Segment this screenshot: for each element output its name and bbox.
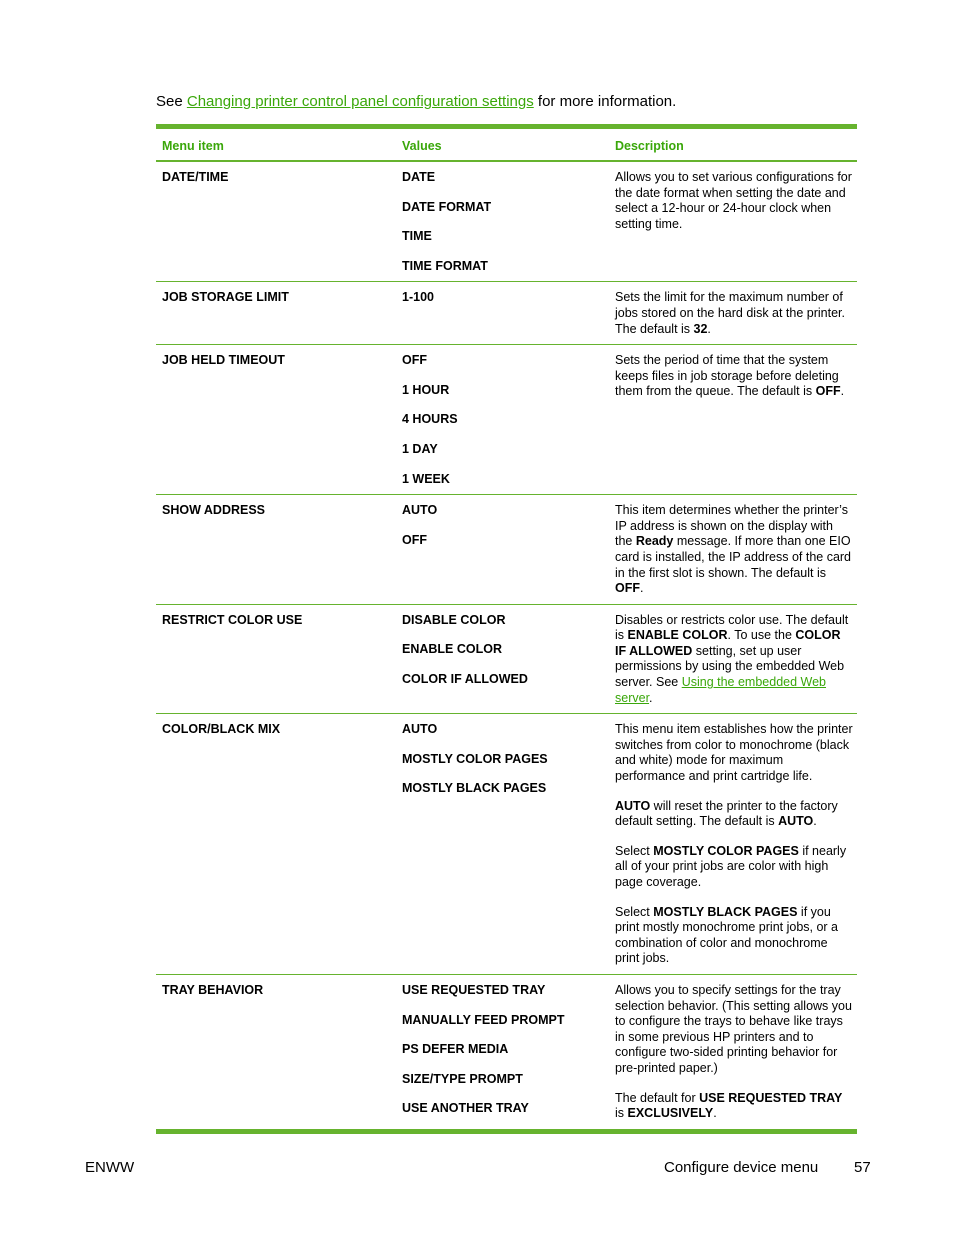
description-paragraph bbox=[615, 905, 853, 967]
bold-term: 32 bbox=[693, 321, 708, 336]
menu-value: DATE bbox=[402, 170, 436, 184]
table-row bbox=[156, 974, 857, 1129]
menu-value: 4 HOURS bbox=[402, 412, 458, 427]
menu-value: 1 HOUR bbox=[402, 382, 450, 397]
description-text: Allows you to specify settings for the tray selection behavior. (This setting allows you to configure the trays to behave like trays in some previous HP printers and to configure two-sided printing behavior for pre-printed paper.) bbox=[615, 982, 852, 1075]
bold-term: MOSTLY BLACK PAGES bbox=[653, 904, 798, 919]
description-paragraph bbox=[615, 170, 853, 232]
description-text: if you print mostly monochrome print jobs, or a combination of color and monochrome print jobs. bbox=[615, 904, 839, 966]
values-cell bbox=[396, 170, 609, 274]
table-row bbox=[156, 281, 857, 344]
menu-value: OFF bbox=[402, 532, 427, 547]
description-text: The default for bbox=[615, 1090, 700, 1105]
menu-value: AUTO bbox=[402, 503, 438, 518]
description-text: Select bbox=[615, 843, 654, 858]
values-cell bbox=[396, 353, 609, 487]
menu-value: OFF bbox=[402, 353, 427, 368]
menu-value: USE REQUESTED TRAY bbox=[402, 982, 546, 997]
table-row bbox=[156, 713, 857, 974]
page-number: 57 bbox=[854, 1159, 871, 1176]
table-row bbox=[156, 604, 857, 714]
menu-item-name: JOB HELD TIMEOUT bbox=[162, 353, 285, 368]
description-text: message. If more than one EIO card is installed, the IP address of the card in the first slot is shown. The default is bbox=[615, 534, 852, 580]
menu-item-name: SHOW ADDRESS bbox=[162, 503, 266, 518]
description-text: . bbox=[649, 690, 653, 705]
bold-term: AUTO bbox=[778, 814, 814, 829]
table-header bbox=[156, 129, 857, 162]
menu-value: TIME FORMAT bbox=[402, 258, 488, 273]
description-text: . bbox=[813, 814, 817, 829]
description-text: is bbox=[615, 1106, 628, 1121]
menu-value: 1 WEEK bbox=[402, 471, 450, 486]
table-row bbox=[156, 344, 857, 494]
description-paragraph bbox=[615, 983, 853, 1077]
description-text: This menu item establishes how the printer switches from color to monochrome (black and white) mode for maximum performance and print cartridge life. bbox=[615, 722, 853, 784]
menu-value: MOSTLY BLACK PAGES bbox=[402, 781, 547, 796]
description-paragraph bbox=[615, 799, 853, 830]
menu-item-name: RESTRICT COLOR USE bbox=[162, 612, 303, 627]
menu-value: TIME bbox=[402, 229, 432, 244]
bold-term: ENABLE COLOR bbox=[627, 628, 728, 643]
description-paragraph bbox=[615, 353, 853, 400]
embedded-web-server-link[interactable]: Using the embedded Web server bbox=[615, 675, 827, 705]
values-cell bbox=[396, 290, 609, 337]
intro-sentence bbox=[156, 93, 676, 111]
table-row bbox=[156, 494, 857, 604]
intro-suffix: for more information. bbox=[533, 93, 677, 110]
description-text: . bbox=[640, 581, 644, 596]
menu-value: DISABLE COLOR bbox=[402, 612, 506, 627]
menu-value: PS DEFER MEDIA bbox=[402, 1042, 509, 1057]
intro-prefix: See bbox=[156, 93, 187, 110]
menu-value: ENABLE COLOR bbox=[402, 642, 502, 657]
bold-term: AUTO bbox=[615, 798, 651, 813]
description-cell bbox=[609, 722, 857, 967]
menu-table bbox=[156, 124, 857, 1134]
description-paragraph bbox=[615, 1091, 853, 1122]
menu-item-name: JOB STORAGE LIMIT bbox=[162, 290, 289, 305]
header-description: Description bbox=[615, 139, 684, 153]
bold-term: USE REQUESTED TRAY bbox=[699, 1090, 843, 1105]
description-text: will reset the printer to the factory default setting. The default is bbox=[615, 798, 838, 829]
footer-left: ENWW bbox=[85, 1159, 135, 1176]
menu-value: 1 DAY bbox=[402, 441, 438, 456]
header-menu-item: Menu item bbox=[162, 139, 224, 153]
footer-section: Configure device menu bbox=[664, 1159, 819, 1176]
description-paragraph bbox=[615, 503, 853, 597]
description-text: . To use the bbox=[727, 628, 796, 643]
description-text: Disables or restricts color use. The default is bbox=[615, 612, 849, 643]
description-text: if nearly all of your print jobs are color with high page coverage. bbox=[615, 843, 847, 889]
table-body bbox=[156, 162, 857, 1129]
table-row bbox=[156, 162, 857, 281]
description-text: . bbox=[707, 321, 711, 336]
menu-item-name: DATE/TIME bbox=[162, 170, 229, 184]
description-text: Allows you to set various configurations for the date format when setting the date and select a 12-hour or 24-hour clock when setting time. bbox=[615, 170, 852, 231]
values-cell bbox=[396, 983, 609, 1122]
description-paragraph bbox=[615, 844, 853, 891]
menu-value: DATE FORMAT bbox=[402, 199, 492, 214]
description-paragraph bbox=[615, 722, 853, 784]
menu-value: USE ANOTHER TRAY bbox=[402, 1101, 529, 1116]
values-cell bbox=[396, 722, 609, 967]
description-text: . bbox=[840, 384, 845, 399]
description-text: This item determines whether the printer’s IP address is shown on the display with the bbox=[615, 503, 848, 549]
description-cell bbox=[609, 170, 857, 274]
menu-value: AUTO bbox=[402, 722, 438, 737]
description-cell bbox=[609, 353, 857, 487]
menu-value: MANUALLY FEED PROMPT bbox=[402, 1012, 565, 1027]
menu-value: 1-100 bbox=[402, 290, 434, 305]
values-cell bbox=[396, 503, 609, 597]
menu-item-name: TRAY BEHAVIOR bbox=[162, 982, 264, 997]
menu-value: COLOR IF ALLOWED bbox=[402, 671, 528, 686]
bold-term: Ready bbox=[635, 534, 674, 549]
bold-term: MOSTLY COLOR PAGES bbox=[653, 843, 799, 858]
description-paragraph bbox=[615, 290, 853, 337]
menu-item-name: COLOR/BLACK MIX bbox=[162, 722, 281, 737]
description-cell bbox=[609, 983, 857, 1122]
bold-term: OFF bbox=[615, 581, 640, 596]
description-text: Select bbox=[615, 904, 654, 919]
header-values: Values bbox=[402, 139, 442, 153]
description-text: . bbox=[713, 1106, 717, 1121]
description-text: setting, set up user permissions by using the embedded Web server. See bbox=[615, 643, 845, 690]
values-cell bbox=[396, 613, 609, 707]
description-cell bbox=[609, 613, 857, 707]
description-text: Sets the period of time that the system keeps files in job storage before deleting them from the queue. The default is bbox=[615, 353, 839, 399]
description-cell bbox=[609, 503, 857, 597]
config-settings-link[interactable]: Changing printer control panel configuration settings bbox=[186, 93, 534, 110]
bold-term: COLOR IF ALLOWED bbox=[615, 628, 841, 658]
bold-term: OFF bbox=[815, 384, 841, 399]
description-cell bbox=[609, 290, 857, 337]
menu-value: SIZE/TYPE PROMPT bbox=[402, 1071, 523, 1086]
description-paragraph bbox=[615, 613, 853, 707]
menu-value: MOSTLY COLOR PAGES bbox=[402, 751, 548, 766]
description-text: Sets the limit for the maximum number of jobs stored on the hard disk at the printer. The default is bbox=[615, 290, 845, 336]
bold-term: EXCLUSIVELY bbox=[627, 1106, 714, 1121]
